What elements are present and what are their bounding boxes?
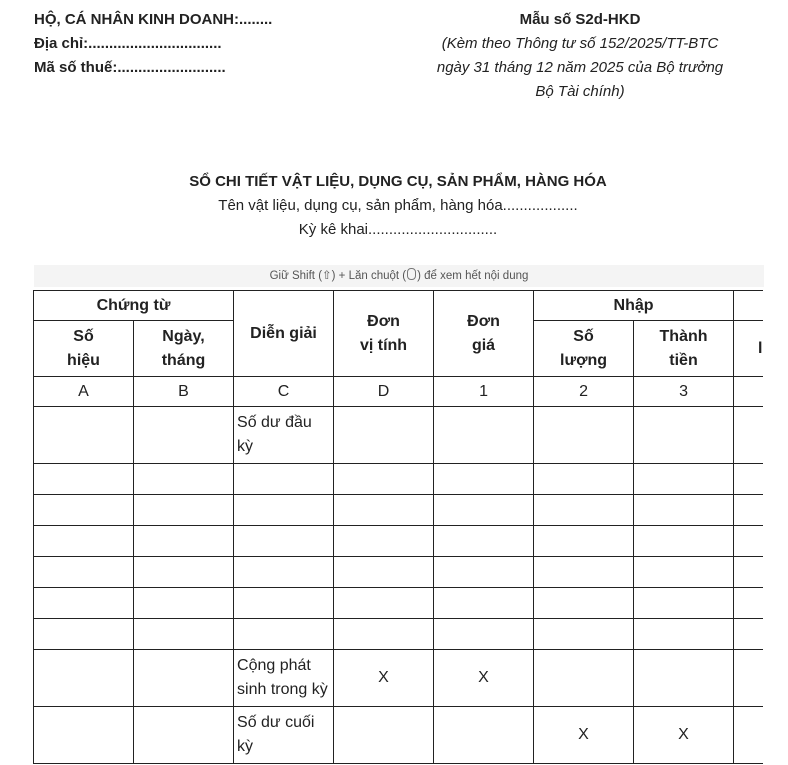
table-row [34,557,764,588]
code-cell: 3 [634,377,734,407]
address-line: Địa chỉ:................................ [34,35,222,52]
circular-note-line3: Bộ Tài chính) [535,83,625,100]
title-block [0,170,788,242]
business-info [34,8,272,80]
code-cell: B [134,377,234,407]
code-cell: 2 [534,377,634,407]
header-amount: Thành tiền [659,327,708,369]
header-next-col-partial: l [734,321,763,377]
header-import-group: Nhập [534,291,734,321]
empty-cell [534,407,634,464]
table-row [34,495,764,526]
empty-cell [334,707,434,764]
empty-cell [34,650,134,707]
circular-note-line2: ngày 31 tháng 12 năm 2025 của Bộ trưởng [436,59,724,76]
mark-x: X [634,707,734,764]
table-row [34,588,764,619]
mark-x: X [534,707,634,764]
row-period-total [34,650,764,707]
header-quantity: Số lượng [560,327,607,369]
header-voucher-group: Chứng từ [34,291,234,321]
row-opening-balance [34,407,764,464]
empty-cell [734,650,763,707]
form-reference [410,8,750,104]
table-row [34,619,764,650]
empty-cell [534,650,634,707]
ledger-table-scroll[interactable] [33,290,763,765]
opening-balance-label: Số dư đầu kỳ [234,407,334,464]
document-title: SỔ CHI TIẾT VẬT LIỆU, DỤNG CỤ, SẢN PHẨM, HÀNG HÓA [189,173,607,190]
row-closing-balance [34,707,764,764]
header-voucher-date: Ngày, tháng [161,327,206,369]
empty-cell [434,407,534,464]
code-cell [734,377,763,407]
scroll-hint-text-start: Giữ Shift (⇧) + Lăn chuột ( [269,270,407,282]
empty-cell [134,650,234,707]
code-cell: A [34,377,134,407]
empty-cell [734,407,763,464]
header-unit: Đơn vị tính [359,312,408,354]
code-cell: C [234,377,334,407]
period-total-label: Cộng phát sinh trong kỳ [234,650,334,707]
empty-cell [134,407,234,464]
empty-cell [34,707,134,764]
code-cell: D [334,377,434,407]
empty-cell [634,407,734,464]
tax-code-line: Mã số thuế:.......................... [34,59,226,76]
header-unit-price: Đơn giá [467,312,500,354]
header-next-group-partial [734,291,763,321]
mark-x: X [334,650,434,707]
header-voucher-number: Số hiệu [67,327,100,369]
empty-cell [734,707,763,764]
mouse-icon [407,268,416,280]
closing-balance-label: Số dư cuối kỳ [234,707,334,764]
scroll-hint-text-end: ) để xem hết nội dung [417,270,529,282]
code-cell: 1 [434,377,534,407]
mark-x: X [434,650,534,707]
empty-cell [634,650,734,707]
scroll-hint [34,265,764,287]
header-description: Diễn giải [234,291,334,377]
period-line: Kỳ kê khai............................... [298,221,498,238]
circular-note-line1: (Kèm theo Thông tư số 152/2025/TT-BTC [441,35,719,52]
business-name-line: HỘ, CÁ NHÂN KINH DOANH:........ [34,11,273,28]
empty-cell [34,407,134,464]
form-number: Mẫu số S2d-HKD [519,11,641,28]
table-row [34,526,764,557]
empty-cell [334,407,434,464]
empty-cell [434,707,534,764]
empty-cell [134,707,234,764]
item-name-line: Tên vật liệu, dụng cụ, sản phẩm, hàng hóa.................. [218,197,578,214]
ledger-table [33,290,763,764]
table-row [34,464,764,495]
